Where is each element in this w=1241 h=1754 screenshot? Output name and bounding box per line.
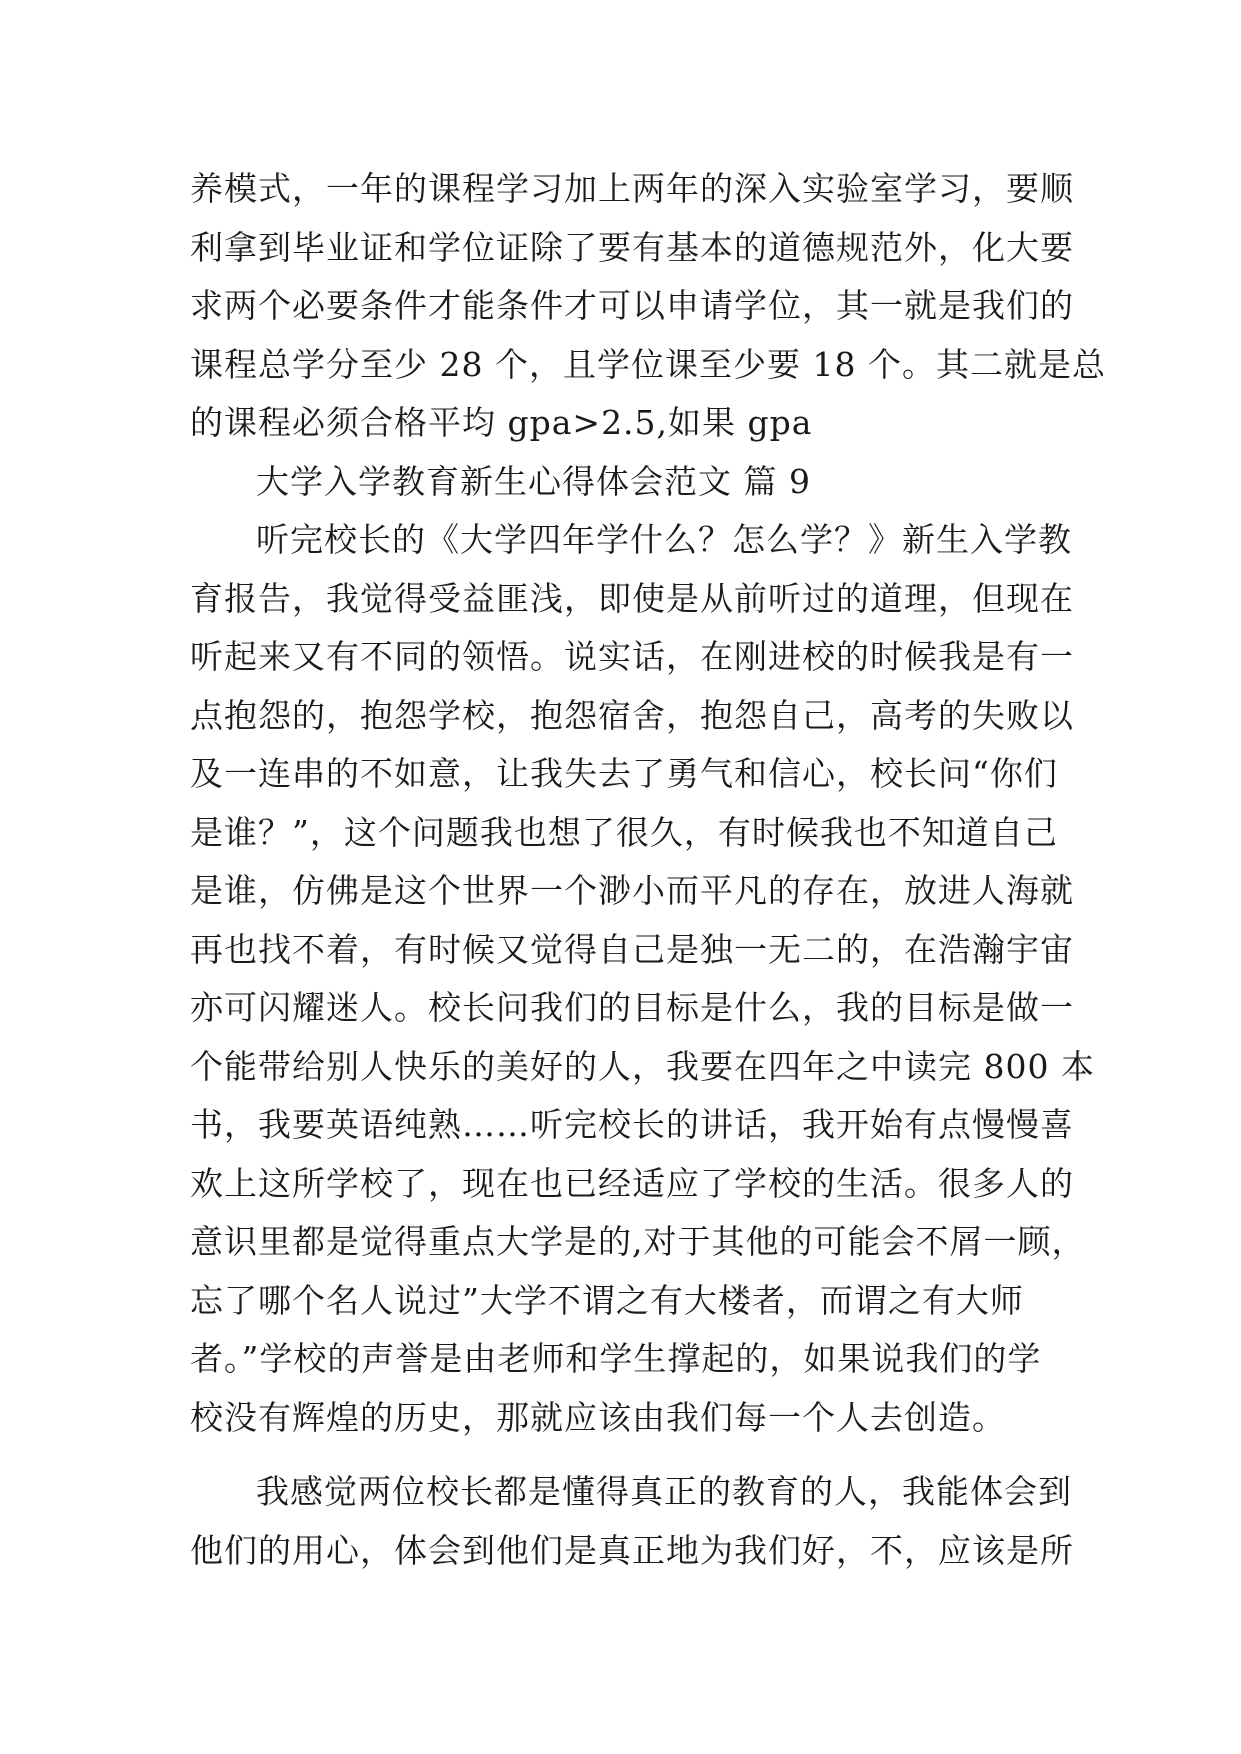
text-line: 书，我要英语纯熟……听完校长的讲话，我开始有点慢慢喜 xyxy=(190,1105,1074,1144)
text-line: 养模式，一年的课程学习加上两年的深入实验室学习，要顺 xyxy=(190,169,1074,208)
paragraph-1-first-line: 听完校长的《大学四年学什么？怎么学？》新生入学教 xyxy=(256,520,1072,559)
text-line: 校没有辉煌的历史，那就应该由我们每一个人去创造。 xyxy=(190,1397,1006,1437)
text-line: 欢上这所学校了，现在也已经适应了学校的生活。很多人的 xyxy=(190,1163,1074,1203)
text-line: 是谁，仿佛是这个世界一个渺小而平凡的存在，放进人海就 xyxy=(190,871,1074,910)
text-line: 再也找不着，有时候又觉得自己是独一无二的，在浩瀚宇宙 xyxy=(190,929,1074,969)
text-line: 忘了哪个名人说过”大学不谓之有大楼者，而谓之有大师 xyxy=(190,1280,1024,1320)
text-line: 意识里都是觉得重点大学是的,对于其他的可能会不屑一顾， xyxy=(190,1222,1086,1261)
document-body xyxy=(190,160,1106,1580)
text-line: 个能带给别人快乐的美好的人，我要在四年之中读完 800 本 xyxy=(190,1046,1095,1086)
text-line: 亦可闪耀迷人。校长问我们的目标是什么，我的目标是做一 xyxy=(190,988,1074,1027)
text-line: 是谁？”，这个问题我也想了很久，有时候我也不知道自己 xyxy=(190,812,1058,852)
section-heading: 大学入学教育新生心得体会范文 篇 9 xyxy=(256,461,811,501)
text-line: 听起来又有不同的领悟。说实话，在刚进校的时候我是有一 xyxy=(190,637,1074,676)
text-line: 育报告，我觉得受益匪浅，即使是从前听过的道理，但现在 xyxy=(190,578,1074,618)
text-line: 利拿到毕业证和学位证除了要有基本的道德规范外，化大要 xyxy=(190,227,1074,267)
text-line: 课程总学分至少 28 个，且学位课至少要 18 个。其二就是总 xyxy=(190,344,1106,384)
text-line: 者。”学校的声誉是由老师和学生撑起的，如果说我们的学 xyxy=(190,1339,1042,1378)
text-line: 点抱怨的，抱怨学校，抱怨宿舍，抱怨自己，高考的失败以 xyxy=(190,695,1074,735)
paragraph-2-first-line: 我感觉两位校长都是懂得真正的教育的人，我能体会到 xyxy=(256,1472,1072,1511)
text-line: 及一连串的不如意，让我失去了勇气和信心，校长问“你们 xyxy=(190,754,1058,793)
text-line: 的课程必须合格平均 gpa>2.5,如果 gpa xyxy=(190,403,813,442)
text-line: 他们的用心，体会到他们是真正地为我们好，不，应该是所 xyxy=(190,1530,1074,1570)
paragraph-spacer xyxy=(190,1447,1050,1463)
text-line: 求两个必要条件才能条件才可以申请学位，其一就是我们的 xyxy=(190,286,1074,325)
